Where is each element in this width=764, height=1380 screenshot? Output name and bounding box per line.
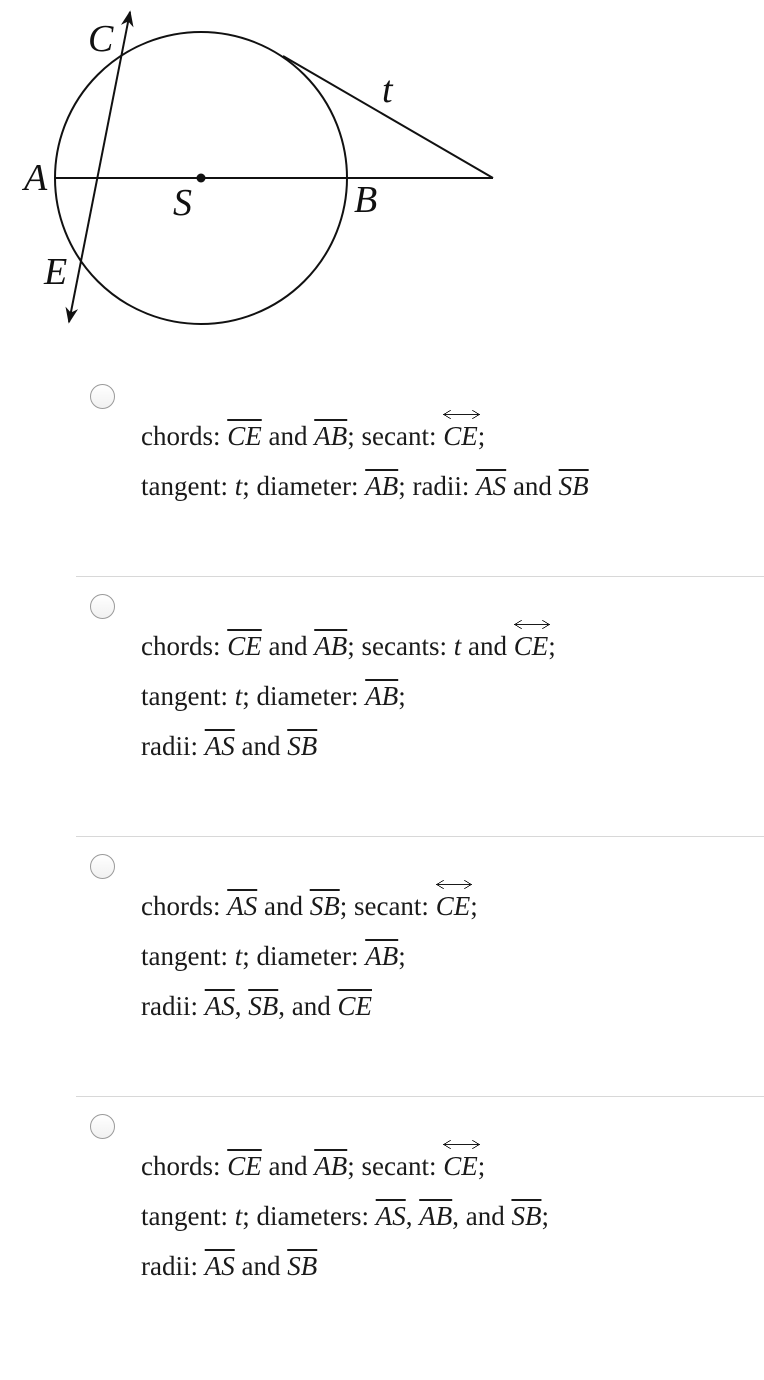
option-text: ; secant: [339, 891, 436, 921]
segment-notation: $\overline{SB}$ [287, 1251, 318, 1281]
option-text: ; secant: [347, 1151, 444, 1181]
option-text: , and [278, 991, 338, 1021]
option-text: ; radii: [398, 471, 477, 501]
option-text: ; diameters: [242, 1201, 376, 1231]
segment-notation: $\overline{CE}$ [227, 1151, 262, 1181]
option-text: ; [541, 1201, 549, 1231]
option-text-line [141, 940, 406, 972]
label-a: A [24, 157, 48, 199]
label-c: C [88, 18, 114, 60]
segment-notation: $\overline{CE}$ [227, 631, 262, 661]
option-text: ; diameter: [242, 681, 366, 711]
math-variable: t [234, 681, 243, 711]
option-text: , [234, 991, 249, 1021]
label-s: S [173, 182, 192, 224]
option-text-line [141, 1200, 549, 1232]
option-text: ; [548, 631, 556, 661]
option-text: ; [398, 681, 406, 711]
option-text: chords: [141, 421, 228, 451]
line-notation: CE [443, 1151, 478, 1181]
segment-notation: $\overline{AB}$ [365, 471, 399, 501]
option-divider [76, 836, 764, 837]
segment-notation: $\overline{SB}$ [511, 1201, 542, 1231]
option-text: radii: [141, 991, 205, 1021]
option-text: ; [477, 421, 486, 451]
option-text-line [141, 730, 317, 762]
option-text-line [141, 470, 589, 502]
line-notation: CE [435, 891, 471, 921]
option-text: ; diameter: [242, 471, 366, 501]
segment-notation: $\overline{AS}$ [204, 1251, 235, 1281]
segment-notation: $\overline{AS}$ [204, 731, 235, 761]
segment-notation: $\overline{AB}$ [365, 681, 399, 711]
segment-notation: $\overline{AS}$ [375, 1201, 406, 1231]
segment-notation: $\overline{AS}$ [476, 471, 507, 501]
label-t: t [382, 69, 393, 111]
radio-button-option-1[interactable] [90, 384, 115, 409]
radio-button-option-3[interactable] [90, 854, 115, 879]
option-text: and [257, 891, 310, 921]
option-text: and [234, 731, 288, 761]
option-text-line [141, 680, 406, 712]
option-text: ; secant: [347, 421, 444, 451]
option-text: ; [470, 891, 478, 921]
label-b: B [354, 179, 378, 221]
option-text: ; [398, 941, 406, 971]
option-text: tangent: [141, 1201, 235, 1231]
option-text: and [261, 421, 315, 451]
label-e: E [44, 251, 68, 293]
option-text-line [141, 1150, 485, 1182]
segment-notation: $\overline{CE}$ [227, 421, 262, 451]
option-text: radii: [141, 731, 205, 761]
segment-notation: $\overline{SB}$ [287, 731, 318, 761]
option-text: and [506, 471, 559, 501]
option-divider [76, 576, 764, 577]
math-variable: t [234, 941, 243, 971]
segment-notation: $\overline{SB}$ [558, 471, 589, 501]
option-text: chords: [141, 891, 228, 921]
line-notation: CE [513, 631, 549, 661]
math-variable: t [234, 471, 243, 501]
option-text: , and [452, 1201, 512, 1231]
option-text: tangent: [141, 471, 235, 501]
option-divider [76, 1096, 764, 1097]
segment-notation: $\overline{AB}$ [314, 1151, 348, 1181]
option-text-line [141, 890, 478, 922]
option-text: radii: [141, 1251, 205, 1281]
option-text: chords: [141, 1151, 228, 1181]
math-variable: t [453, 631, 462, 661]
segment-notation: $\overline{AS}$ [227, 891, 258, 921]
option-text: tangent: [141, 681, 235, 711]
option-text-line [141, 630, 556, 662]
option-text: tangent: [141, 941, 235, 971]
option-text: ; secants: [347, 631, 454, 661]
center-point-s [197, 174, 206, 183]
segment-notation: $\overline{AB}$ [314, 631, 348, 661]
circle-diagram [0, 0, 520, 340]
option-text: ; diameter: [242, 941, 366, 971]
radio-button-option-2[interactable] [90, 594, 115, 619]
segment-notation: $\overline{AS}$ [204, 991, 235, 1021]
option-text: , [405, 1201, 420, 1231]
math-variable: t [234, 1201, 243, 1231]
segment-notation: $\overline{SB}$ [248, 991, 279, 1021]
option-text-line [141, 990, 372, 1022]
segment-notation: $\overline{CE}$ [337, 991, 372, 1021]
segment-notation: $\overline{SB}$ [309, 891, 340, 921]
segment-notation: $\overline{AB}$ [365, 941, 399, 971]
option-text-line [141, 1250, 317, 1282]
option-text: and [261, 631, 315, 661]
option-text: chords: [141, 631, 228, 661]
line-notation: CE [443, 421, 478, 451]
option-text: and [261, 1151, 315, 1181]
segment-notation: $\overline{AB}$ [314, 421, 348, 451]
option-text: and [234, 1251, 288, 1281]
option-text: ; [477, 1151, 486, 1181]
option-text: and [461, 631, 514, 661]
option-text-line [141, 420, 485, 452]
radio-button-option-4[interactable] [90, 1114, 115, 1139]
segment-notation: $\overline{AB}$ [419, 1201, 453, 1231]
